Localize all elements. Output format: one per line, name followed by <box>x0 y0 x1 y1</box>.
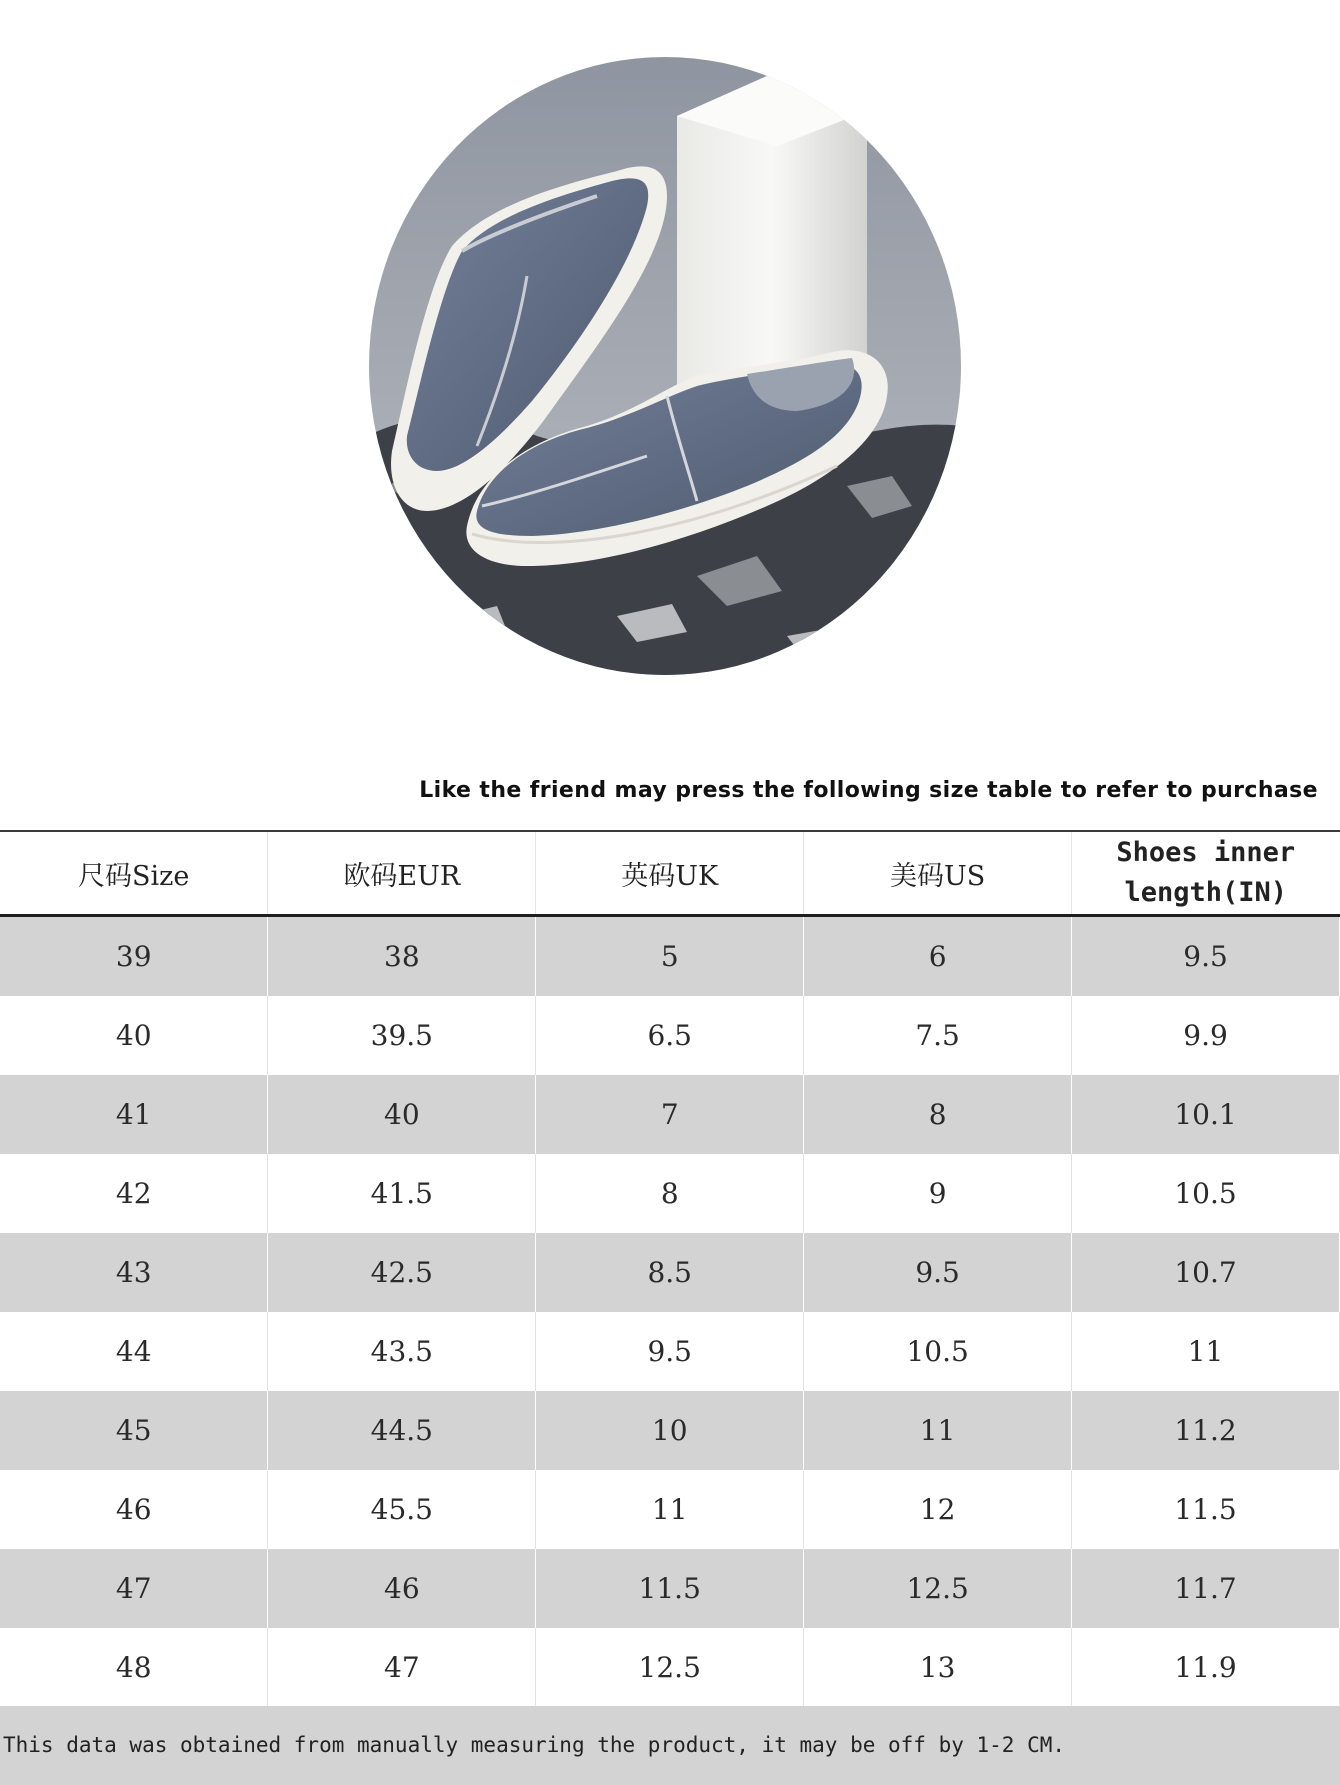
table-row <box>0 1391 1340 1470</box>
header-size: 尺码Size <box>0 831 268 916</box>
product-photo-graphic <box>367 56 963 676</box>
cell-uk: 11.5 <box>536 1549 804 1628</box>
size-table-header-row <box>0 831 1340 916</box>
cell-inner-length: 10.7 <box>1072 1233 1340 1312</box>
header-inner-length-line2: length(IN) <box>1124 877 1288 908</box>
cell-inner-length: 10.5 <box>1072 1154 1340 1233</box>
cell-size: 41 <box>0 1075 268 1154</box>
cell-uk: 7 <box>536 1075 804 1154</box>
size-table <box>0 830 1340 1707</box>
cell-uk: 6.5 <box>536 996 804 1075</box>
cell-inner-length: 11.9 <box>1072 1628 1340 1707</box>
table-row <box>0 1154 1340 1233</box>
table-row <box>0 1628 1340 1707</box>
table-row <box>0 1075 1340 1154</box>
cell-us: 12.5 <box>804 1549 1072 1628</box>
header-inner-length <box>1072 831 1340 916</box>
cell-us: 6 <box>804 916 1072 997</box>
cell-eur: 46 <box>268 1549 536 1628</box>
cell-inner-length: 9.9 <box>1072 996 1340 1075</box>
cell-eur: 47 <box>268 1628 536 1707</box>
cell-eur: 42.5 <box>268 1233 536 1312</box>
cell-uk: 11 <box>536 1470 804 1549</box>
cell-inner-length: 11 <box>1072 1312 1340 1391</box>
cell-us: 10.5 <box>804 1312 1072 1391</box>
cell-us: 12 <box>804 1470 1072 1549</box>
table-row <box>0 916 1340 997</box>
cell-uk: 8 <box>536 1154 804 1233</box>
cell-uk: 10 <box>536 1391 804 1470</box>
header-us: 美码US <box>804 831 1072 916</box>
cell-size: 46 <box>0 1470 268 1549</box>
cell-inner-length: 9.5 <box>1072 916 1340 997</box>
cell-size: 45 <box>0 1391 268 1470</box>
cell-size: 40 <box>0 996 268 1075</box>
cell-eur: 39.5 <box>268 996 536 1075</box>
cell-size: 48 <box>0 1628 268 1707</box>
cell-eur: 40 <box>268 1075 536 1154</box>
size-table-caption: Like the friend may press the following size table to refer to purchase <box>419 778 1318 803</box>
header-inner-length-line1: Shoes inner <box>1116 837 1296 868</box>
cell-eur: 45.5 <box>268 1470 536 1549</box>
cell-inner-length: 11.7 <box>1072 1549 1340 1628</box>
table-row <box>0 1312 1340 1391</box>
cell-uk: 12.5 <box>536 1628 804 1707</box>
cell-size: 39 <box>0 916 268 997</box>
cell-inner-length: 11.2 <box>1072 1391 1340 1470</box>
cell-size: 44 <box>0 1312 268 1391</box>
cell-us: 11 <box>804 1391 1072 1470</box>
table-row <box>0 996 1340 1075</box>
cell-eur: 41.5 <box>268 1154 536 1233</box>
cell-eur: 43.5 <box>268 1312 536 1391</box>
table-row <box>0 1233 1340 1312</box>
cell-uk: 5 <box>536 916 804 997</box>
measurement-footnote: This data was obtained from manually measuring the product, it may be off by 1-2 CM. <box>0 1706 1340 1785</box>
cell-eur: 38 <box>268 916 536 997</box>
cell-us: 8 <box>804 1075 1072 1154</box>
table-row <box>0 1549 1340 1628</box>
cell-size: 42 <box>0 1154 268 1233</box>
cell-uk: 8.5 <box>536 1233 804 1312</box>
cell-size: 43 <box>0 1233 268 1312</box>
cell-us: 9 <box>804 1154 1072 1233</box>
header-eur: 欧码EUR <box>268 831 536 916</box>
cell-uk: 9.5 <box>536 1312 804 1391</box>
table-row <box>0 1470 1340 1549</box>
cell-us: 7.5 <box>804 996 1072 1075</box>
cell-inner-length: 11.5 <box>1072 1470 1340 1549</box>
cell-us: 9.5 <box>804 1233 1072 1312</box>
product-photo <box>367 56 963 676</box>
cell-inner-length: 10.1 <box>1072 1075 1340 1154</box>
cell-us: 13 <box>804 1628 1072 1707</box>
cell-eur: 44.5 <box>268 1391 536 1470</box>
header-uk: 英码UK <box>536 831 804 916</box>
cell-size: 47 <box>0 1549 268 1628</box>
